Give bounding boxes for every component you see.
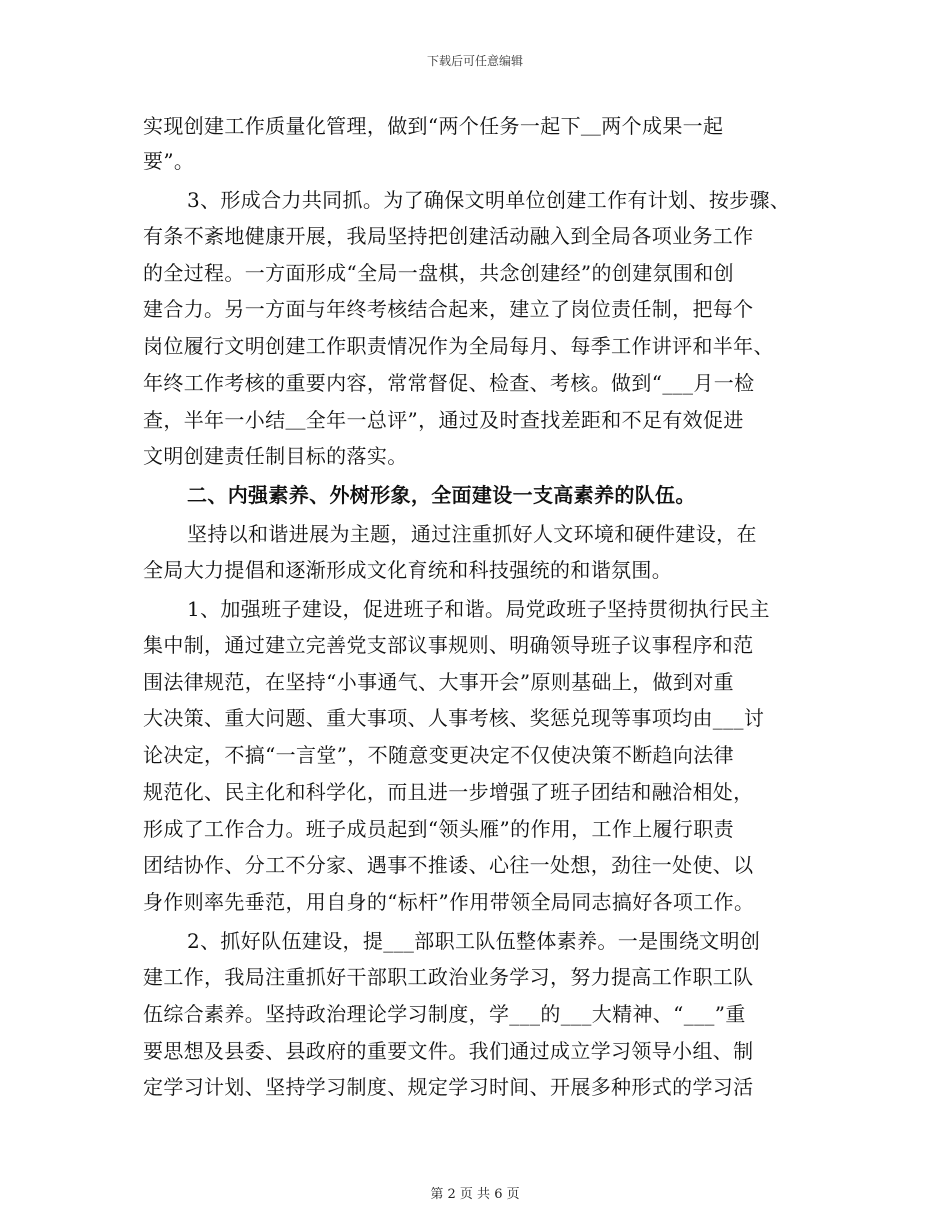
body-line: 的全过程。一方面形成“全局一盘棋，共念创建经”的创建氛围和创 (143, 261, 734, 285)
body-line: 建工作，我局注重抓好干部职工政治业务学习，努力提高工作职工队 (143, 965, 754, 989)
body-line: 实现创建工作质量化管理，做到“两个任务一起下＿两个成果一起 (143, 114, 724, 138)
body-line: 定学习计划、坚持学习制度、规定学习时间、开展多种形式的学习活 (143, 1075, 754, 1099)
body-line: 伍综合素养。坚持政治理论学习制度，学___的___大精神、“___”重 (143, 1002, 746, 1026)
body-line: 集中制，通过建立完善党支部议事规则、明确领导班子议事程序和范 (143, 633, 754, 657)
page-number: 第 2 页 共 6 页 (430, 1187, 520, 1202)
body-line: 年终工作考核的重要内容，常常督促、检查、考核。做到“___月一检 (143, 371, 755, 395)
paragraph-first-line: 3、形成合力共同抓。为了确保文明单位创建工作有计划、按步骤、 (187, 188, 791, 212)
body-line: 文明创建责任制目标的落实。 (143, 444, 408, 468)
body-line: 全局大力提倡和逐渐形成文化育统和科技强统的和谐氛围。 (143, 558, 673, 582)
body-line: 团结协作、分工不分家、遇事不推诿、心往一处想，劲往一处使、以 (143, 853, 754, 877)
paragraph-first-line: 2、抓好队伍建设，提___部职工队伍整体素养。一是围绕文明创 (187, 929, 761, 953)
section-heading: 二、内强素养、外树形象，全面建设一支高素养的队伍。 (187, 483, 696, 507)
body-line: 身作则率先垂范，用自身的“标杆”作用带领全局同志搞好各项工作。 (143, 890, 755, 914)
paragraph-first-line: 坚持以和谐进展为主题，通过注重抓好人文环境和硬件建设，在 (187, 522, 757, 546)
body-line: 查，半年一小结＿全年一总评”，通过及时查找差距和不足有效促进 (143, 408, 744, 432)
body-line: 形成了工作合力。班子成员起到“领头雁”的作用，工作上履行职责 (143, 817, 734, 841)
body-line: 要思想及县委、县政府的重要文件。我们通过成立学习领导小组、制 (143, 1039, 754, 1063)
page-header: 下载后可任意编辑 (426, 54, 523, 68)
body-line: 有条不紊地健康开展，我局坚持把创建活动融入到全局各项业务工作 (143, 224, 754, 248)
body-line: 论决定，不搞“一言堂”，不随意变更决定不仅使决策不断趋向法律 (143, 743, 734, 767)
body-line: 建合力。另一方面与年终考核结合起来，建立了岗位责任制，把每个 (143, 297, 754, 321)
body-line: 大决策、重大问题、重大事项、人事考核、奖惩兑现等事项均由___讨 (143, 706, 765, 730)
body-line: 要”。 (143, 149, 195, 173)
body-line: 围法律规范，在坚持“小事通气、大事开会”原则基础上，做到对重 (143, 670, 734, 694)
body-line: 规范化、民主化和科学化，而且进一步增强了班子团结和融洽相处， (143, 780, 754, 804)
body-line: 岗位履行文明创建工作职责情况作为全局每月、每季工作讲评和半年、 (143, 334, 774, 358)
paragraph-first-line: 1、加强班子建设，促进班子和谐。局党政班子坚持贯彻执行民主 (187, 597, 770, 621)
